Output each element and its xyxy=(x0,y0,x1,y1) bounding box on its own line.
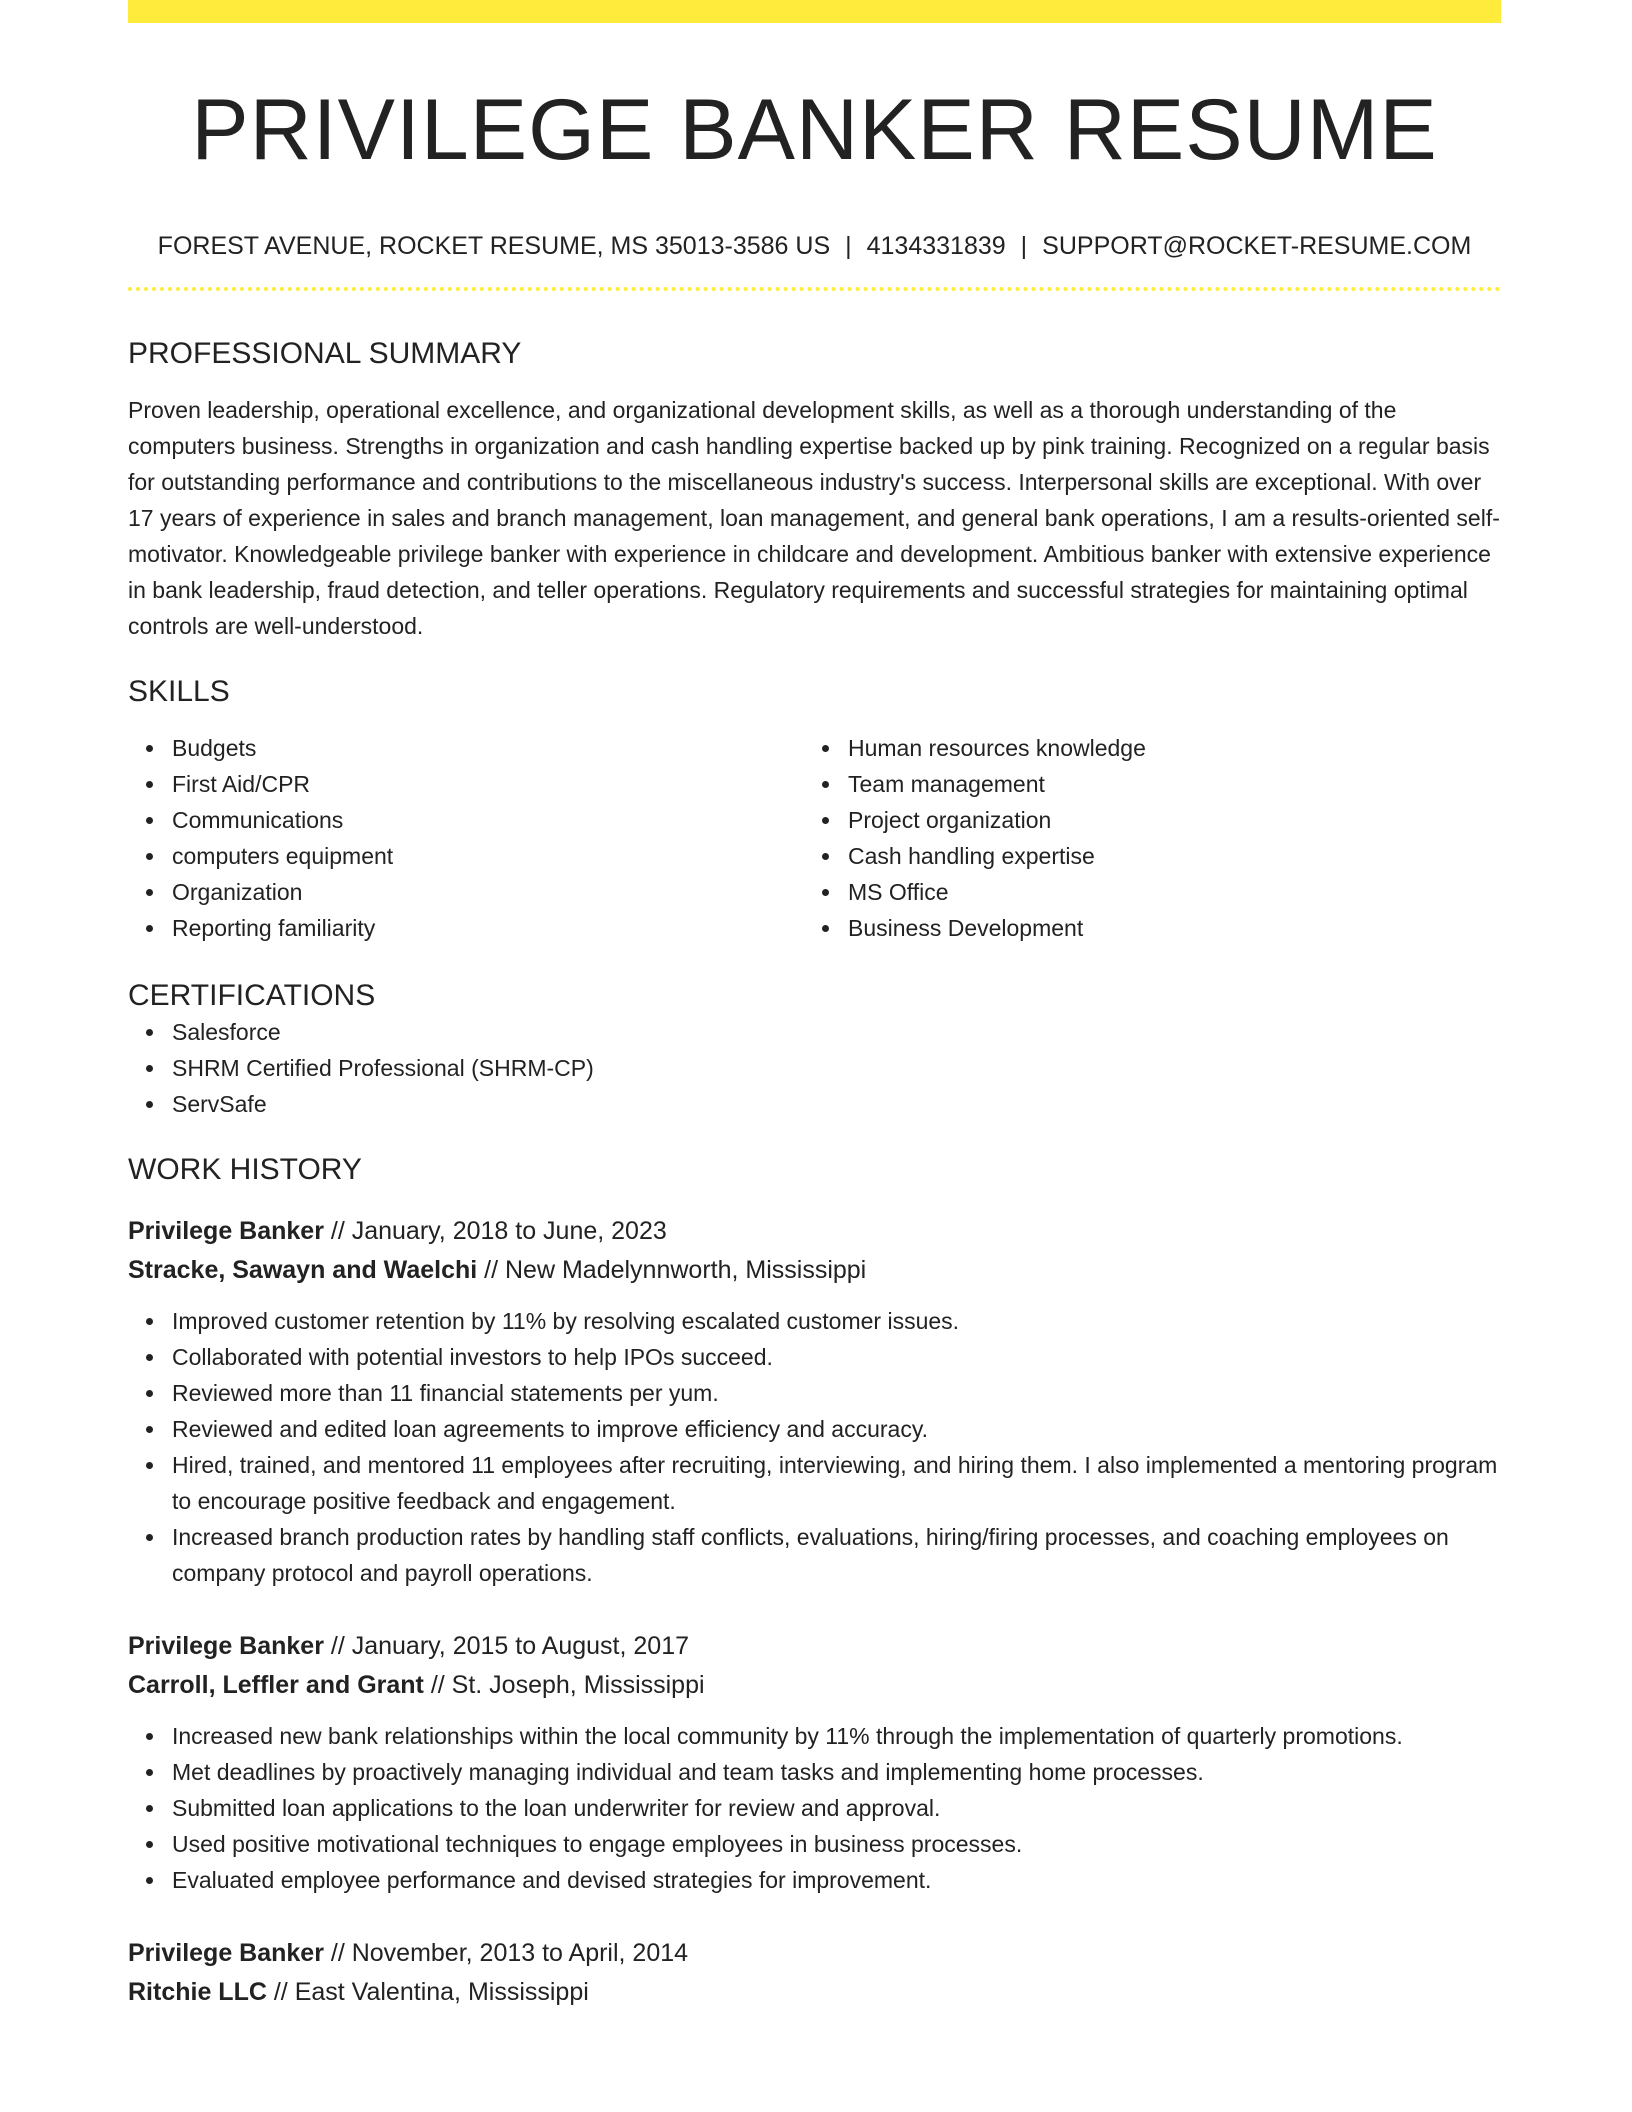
skills-list-left xyxy=(128,730,804,946)
job-title-line xyxy=(128,1934,1501,1973)
summary-heading: PROFESSIONAL SUMMARY xyxy=(128,337,522,370)
resume-content xyxy=(128,0,1501,2012)
skill-item: Cash handling expertise xyxy=(848,838,1480,874)
job-bullet: Increased new bank relationships within the local community by 11% through the implementation of quarterly promotions. xyxy=(172,1718,1501,1754)
contact-phone: 4134331839 xyxy=(866,232,1006,260)
job-company-line xyxy=(128,1973,1501,2012)
job-company: Stracke, Sawayn and Waelchi xyxy=(128,1256,478,1284)
skill-item: Project organization xyxy=(848,802,1480,838)
job-bullet: Hired, trained, and mentored 11 employees after recruiting, interviewing, and hiring them. I also implemented a mentoring program to encourage positive feedback and engagement. xyxy=(172,1447,1501,1519)
skill-item: computers equipment xyxy=(172,838,804,874)
certifications-list xyxy=(128,1014,1501,1122)
skills-column-right xyxy=(804,730,1480,946)
job-location: // New Madelynnworth, Mississippi xyxy=(477,1256,867,1284)
job-company: Carroll, Leffler and Grant xyxy=(128,1671,424,1699)
job-location: // East Valentina, Mississippi xyxy=(266,1978,589,2006)
job-entry xyxy=(128,1934,1501,2012)
job-company-line xyxy=(128,1251,1501,1290)
job-bullet: Met deadlines by proactively managing individual and team tasks and implementing home processes. xyxy=(172,1754,1501,1790)
contact-address: FOREST AVENUE, ROCKET RESUME, MS 35013-3586 US xyxy=(157,232,831,260)
job-dates: // November, 2013 to April, 2014 xyxy=(323,1939,689,1967)
job-entry xyxy=(128,1627,1501,1898)
skill-item: Communications xyxy=(172,802,804,838)
job-bullet: Submitted loan applications to the loan underwriter for review and approval. xyxy=(172,1790,1501,1826)
certification-item: ServSafe xyxy=(172,1086,1501,1122)
skill-item: MS Office xyxy=(848,874,1480,910)
skill-item: Human resources knowledge xyxy=(848,730,1480,766)
skills-grid xyxy=(128,730,1501,946)
job-bullet: Increased branch production rates by handling staff conflicts, evaluations, hiring/firing processes, and coaching employees on company protocol and payroll operations. xyxy=(172,1519,1501,1591)
job-bullet: Evaluated employee performance and devised strategies for improvement. xyxy=(172,1862,1501,1898)
job-title: Privilege Banker xyxy=(128,1217,324,1245)
job-bullet: Reviewed and edited loan agreements to improve efficiency and accuracy. xyxy=(172,1411,1501,1447)
job-dates: // January, 2018 to June, 2023 xyxy=(323,1217,667,1245)
job-bullet-list xyxy=(128,1718,1501,1898)
skill-item: Team management xyxy=(848,766,1480,802)
contact-email: SUPPORT@ROCKET-RESUME.COM xyxy=(1042,232,1472,260)
job-title: Privilege Banker xyxy=(128,1632,324,1660)
dotted-divider xyxy=(128,287,1501,291)
job-bullet: Improved customer retention by 11% by resolving escalated customer issues. xyxy=(172,1303,1501,1339)
summary-text: Proven leadership, operational excellence, and organizational development skills, as well as a thorough understanding of the computers business. Strengths in organization and cash handling expertise backed up by pink training. Recognized on a regular basis for outstanding performance and contributions to the miscellaneous industry's success. Interpersonal skills are exceptional. With over 17 years of experience in sales and branch management, loan management, and general bank operations, I am a results-oriented self-motivator. Knowledgeable privilege banker with experience in childcare and development. Ambitious banker with extensive experience in bank leadership, fraud detection, and teller operations. Regulatory requirements and successful strategies for maintaining optimal controls are well-understood. xyxy=(128,397,1500,639)
skill-item: Reporting familiarity xyxy=(172,910,804,946)
resume-title: PRIVILEGE BANKER RESUME xyxy=(191,82,1438,178)
job-bullet: Used positive motivational techniques to engage employees in business processes. xyxy=(172,1826,1501,1862)
contact-separator: | xyxy=(845,232,852,260)
certification-item: Salesforce xyxy=(172,1014,1501,1050)
skill-item: Business Development xyxy=(848,910,1480,946)
skills-heading: SKILLS xyxy=(128,675,230,708)
job-company-line xyxy=(128,1666,1501,1705)
skill-item: First Aid/CPR xyxy=(172,766,804,802)
job-bullet: Reviewed more than 11 financial statements per yum. xyxy=(172,1375,1501,1411)
certifications-heading: CERTIFICATIONS xyxy=(128,979,376,1012)
job-entry xyxy=(128,1212,1501,1591)
job-title-line xyxy=(128,1212,1501,1251)
skill-item: Organization xyxy=(172,874,804,910)
job-title-line xyxy=(128,1627,1501,1666)
contact-separator: | xyxy=(1020,232,1028,260)
job-location: // St. Joseph, Mississippi xyxy=(423,1671,705,1699)
job-company: Ritchie LLC xyxy=(128,1978,267,2006)
skill-item: Budgets xyxy=(172,730,804,766)
skills-column-left xyxy=(128,730,804,946)
job-dates: // January, 2015 to August, 2017 xyxy=(323,1632,690,1660)
job-bullet: Collaborated with potential investors to help IPOs succeed. xyxy=(172,1339,1501,1375)
work-history-list xyxy=(128,1212,1501,2012)
contact-line xyxy=(128,230,1501,262)
work-history-heading: WORK HISTORY xyxy=(128,1153,362,1186)
certification-item: SHRM Certified Professional (SHRM-CP) xyxy=(172,1050,1501,1086)
job-title: Privilege Banker xyxy=(128,1939,324,1967)
skills-list-right xyxy=(804,730,1480,946)
job-bullet-list xyxy=(128,1303,1501,1591)
